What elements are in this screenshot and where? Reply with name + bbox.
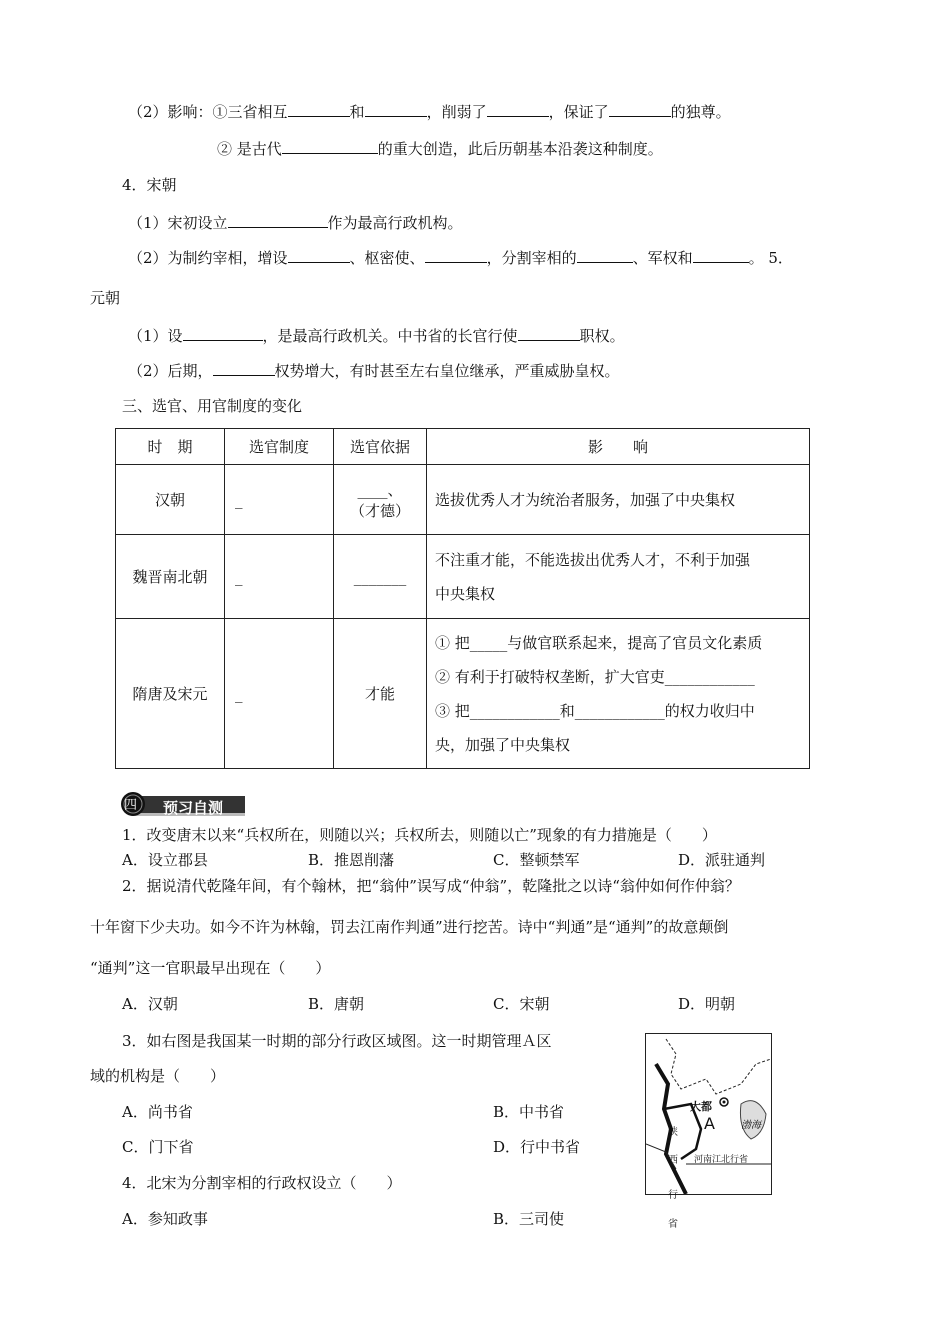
section3-title: 三、选官、用官制度的变化 [122,397,303,415]
impact-line: 中央集权 [435,584,496,603]
table-header-row [116,429,810,465]
table-header: 影 响 [427,429,810,465]
basis-cell: 才能 [334,619,427,769]
preview-test-badge [117,792,245,816]
impact-line: ① 把_____与做官联系起来，提高了官员文化素质 [435,633,763,652]
q3-option-c: C．门下省 [122,1138,194,1156]
period-cell: 隋唐及宋元 [116,619,225,769]
song-line-1 [128,211,463,233]
text: 的独尊。 [670,103,731,121]
table-header: 选官制度 [225,429,334,465]
system-cell: _ [225,619,334,769]
system-cell: _ [225,465,334,535]
impact-cell [427,465,810,535]
text: 的重大创造，此后历朝基本沿袭这种制度。 [377,140,663,158]
q2-stem-2: 十年窗下少夫功。如今不许为林翰，罚去江南作判通”进行挖苦。诗中“判通”是“通判”的故意颠倒 [90,918,729,936]
map-shaanxi-label: 陕 [668,1127,678,1138]
text: ，是最高行政机关。中书省的长官行使 [262,327,518,345]
q3-stem-2: 域的机构是（ ） [90,1067,226,1085]
text: 权势增大，有时甚至左右皇位继承，严重威胁皇权。 [274,362,620,380]
blank [288,100,350,117]
q2-option-b: B．唐朝 [308,995,365,1013]
text: （1）设 [128,327,183,345]
text: 、军权和 [632,249,693,267]
yuan-line-2 [128,359,620,381]
text: 。 5． [748,249,793,267]
system-cell: _ [225,535,334,619]
impact-line: 选拔优秀人才为统治者服务，加强了中央集权 [435,490,736,509]
q3-option-a: A．尚书省 [122,1103,193,1121]
impact-cell [427,535,810,619]
blank [487,100,549,117]
map-xing-label: 行 [668,1190,678,1201]
blank [693,246,749,263]
q4-option-b: B．三司使 [493,1210,565,1228]
q3-option-d: D．行中书省 [493,1138,581,1156]
q4-option-a: A．参知政事 [122,1210,208,1228]
yuan-heading: 元朝 [90,289,121,307]
period-cell: 汉朝 [116,465,225,535]
q2-option-d: D．明朝 [678,995,736,1013]
q2-option-a: A．汉朝 [122,995,178,1013]
official-selection-table [115,428,810,769]
basis-blank: _______ [353,567,407,586]
q1-option-c: C．整顿禁军 [493,851,580,869]
map-capital-label: 大都 [690,1100,712,1113]
impact-cell [427,619,810,769]
table-header: 选官依据 [334,429,427,465]
impact-line: ② 有利于打破特权垄断，扩大官吏____________ [435,667,755,686]
table-row [116,619,810,769]
impact-line: 不注重才能，不能选拔出优秀人才，不利于加强 [435,550,751,569]
influence-line-2 [217,137,663,159]
region-map [645,1033,772,1195]
map-region-label: A [704,1114,715,1133]
blank [425,246,487,263]
map-henan-label: 河南江北行省 [694,1155,749,1165]
q3-option-b: B．中书省 [493,1103,565,1121]
text: （1）宋初设立 [128,214,228,232]
table-row [116,465,810,535]
q3-stem-1: 3．如右图是我国某一时期的部分行政区域图。这一时期管理Ａ区 [122,1032,552,1050]
song-heading: 4．宋朝 [122,176,177,194]
text: 职权。 [579,327,625,345]
map-xi-label: 西 [668,1155,678,1166]
table-header: 时 期 [116,429,225,465]
q2-stem-1: 2．据说清代乾隆年间，有个翰林，把“翁仲”误写成“仲翁”，乾隆批之以诗“翁仲如何作仲翁？ [122,877,740,895]
q1-option-a: A．设立郡县 [122,851,208,869]
q1-stem: 1．改变唐末以来“兵权所在，则随以兴；兵权所去，则随以亡”现象的有力措施是（ ） [122,826,717,844]
impact-line: ③ 把____________和____________的权力收归中 [435,701,755,720]
table-row [116,535,810,619]
badge-roman: 四 [124,798,138,813]
map-sea-label: 渤海 [741,1120,761,1131]
q1-option-b: B．推恩削藩 [308,851,395,869]
blank [282,137,378,154]
blank [365,100,427,117]
text: ，削弱了 [426,103,487,121]
blank [609,100,671,117]
influence-line-1 [128,100,731,122]
blank [577,246,633,263]
basis-cell [334,535,427,619]
blank [518,324,580,341]
blank [213,359,275,376]
q2-option-c: C．宋朝 [493,995,550,1013]
q4-stem: 4．北宋为分割宰相的行政权设立（ ） [122,1174,402,1192]
basis-cell [334,465,427,535]
blank [288,246,350,263]
yuan-line-1 [128,324,625,346]
text: 作为最高行政机构。 [327,214,463,232]
badge-title: 预习自测 [163,799,224,817]
influence-label: （2）影响：①三省相互 [128,103,288,121]
q2-stem-3: “通判”这一官职最早出现在（ ） [90,959,331,977]
map-sheng-label: 省 [668,1219,678,1230]
blank [228,211,328,228]
text: 和 [349,103,365,121]
text: ，分割宰相的 [486,249,577,267]
text: （2）为制约宰相，增设 [128,249,288,267]
text: ② 是古代 [217,140,282,158]
blank [183,324,263,341]
period-cell: 魏晋南北朝 [116,535,225,619]
text: ，保证了 [548,103,609,121]
basis-text: （才德） [349,501,410,520]
song-line-2 [128,246,793,268]
text: （2）后期， [128,362,213,380]
impact-line: 央，加强了中央集权 [435,735,571,754]
basis-blank: ____、 [357,480,403,499]
text: 、枢密使、 [349,249,425,267]
q1-option-d: D．派驻通判 [678,851,766,869]
